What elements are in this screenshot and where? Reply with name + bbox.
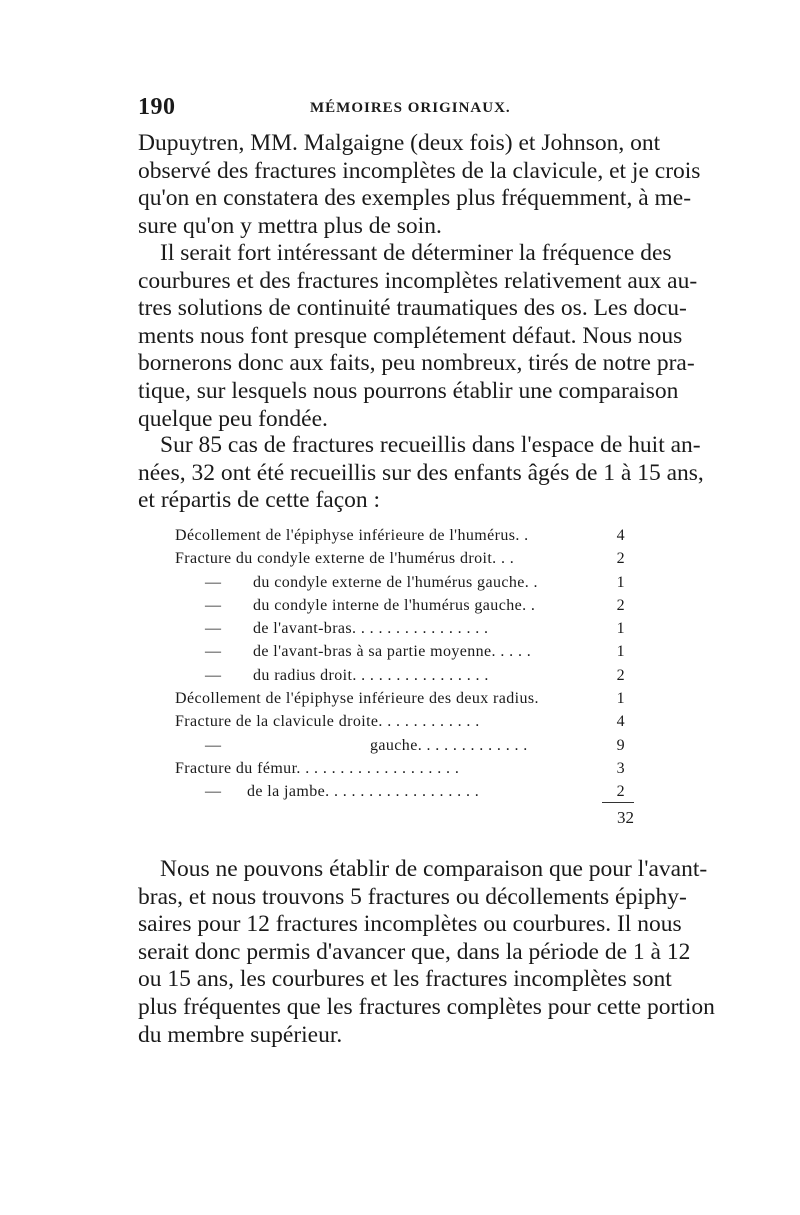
row-label: Décollement de l'épiphyse inférieure des deux radius. <box>175 690 539 708</box>
table-row <box>175 571 635 594</box>
row-label: Fracture du condyle externe de l'humérus droit. . . <box>175 550 515 568</box>
running-title: MÉMOIRES ORIGINAUX. <box>310 100 511 116</box>
ditto-dash: — <box>205 666 222 684</box>
table-row <box>175 594 635 617</box>
total-rule <box>602 802 634 803</box>
text-line: tique, sur lesquels nous pourrons établir une comparaison <box>138 377 679 404</box>
table-row <box>175 617 635 640</box>
row-count: 9 <box>616 736 625 754</box>
table-row <box>175 687 635 710</box>
text-line: nées, 32 ont été recueillis sur des enfants âgés de 1 à 15 ans, <box>138 459 704 486</box>
row-label: de la jambe. . . . . . . . . . . . . . . . . . <box>247 783 480 801</box>
text-line: et répartis de cette façon : <box>138 487 381 514</box>
table-row <box>175 710 635 733</box>
text-line: Dupuytren, MM. Malgaigne (deux fois) et Johnson, ont <box>138 130 661 156</box>
table-row <box>175 780 635 803</box>
row-count: 2 <box>616 783 625 801</box>
text-line: Nous ne pouvons établir de comparaison que pour l'avant- <box>160 856 708 882</box>
row-count: 2 <box>616 550 625 568</box>
text-line: courbures et des fractures incomplètes relativement aux au- <box>138 267 698 294</box>
text-line: Sur 85 cas de fractures recueillis dans l'espace de huit an- <box>160 432 701 458</box>
table-row <box>175 757 635 780</box>
row-count: 2 <box>616 596 625 614</box>
row-label: gauche. . . . . . . . . . . . . <box>370 736 528 754</box>
text-line: sure qu'on y mettra plus de soin. <box>138 212 442 239</box>
ditto-dash: — <box>205 643 222 661</box>
row-count: 1 <box>616 620 625 638</box>
row-count: 1 <box>616 690 625 708</box>
row-count: 4 <box>616 527 625 544</box>
table-row <box>175 547 635 570</box>
paragraph-4 <box>138 856 715 1049</box>
paragraph-1 <box>138 130 701 240</box>
row-label: Fracture de la clavicule droite. . . . . . . . . . . . <box>175 713 480 731</box>
text-line: qu'on en constatera des exemples plus fréquemment, à me- <box>138 185 692 212</box>
paragraph-2 <box>138 240 698 433</box>
ditto-dash: — <box>205 573 222 591</box>
row-count: 4 <box>616 713 625 731</box>
ditto-dash: — <box>205 596 222 614</box>
row-label: du radius droit. . . . . . . . . . . . . . . . <box>253 666 489 684</box>
text-line: ou 15 ans, les courbures et les fractures incomplètes sont <box>138 966 672 993</box>
ditto-dash: — <box>205 620 222 638</box>
table-row <box>175 640 635 663</box>
row-count: 1 <box>616 643 625 661</box>
table-row <box>175 664 635 687</box>
text-line: bornerons donc aux faits, peu nombreux, tirés de notre pra- <box>138 350 695 377</box>
text-line: plus fréquentes que les fractures complètes pour cette portion <box>138 993 715 1020</box>
ditto-dash: — <box>205 783 222 801</box>
row-label: de l'avant-bras. . . . . . . . . . . . . . . . <box>253 620 489 638</box>
text-line: saires pour 12 fractures incomplètes ou courbures. Il nous <box>138 911 682 938</box>
table-row <box>175 734 635 757</box>
row-label: du condyle interne de l'humérus gauche. . <box>253 596 536 614</box>
text-line: bras, et nous trouvons 5 fractures ou décollements épiphy- <box>138 883 687 910</box>
text-line: quelque peu fondée. <box>138 405 328 432</box>
row-label: de l'avant-bras à sa partie moyenne. . . . . <box>253 643 532 661</box>
text-line: du membre supérieur. <box>138 1021 343 1048</box>
table-total: 32 <box>617 808 634 827</box>
text-line: observé des fractures incomplètes de la clavicule, et je crois <box>138 157 701 184</box>
page-number: 190 <box>138 94 176 120</box>
text-line: Il serait fort intéressant de déterminer la fréquence des <box>160 240 672 266</box>
fracture-table <box>175 524 635 804</box>
paragraph-3 <box>138 432 704 515</box>
row-count: 3 <box>616 759 625 777</box>
ditto-dash: — <box>205 736 222 754</box>
text-line: tres solutions de continuité traumatiques des os. Les docu- <box>138 295 687 322</box>
row-label: Fracture du fémur. . . . . . . . . . . . . . . . . . . <box>175 759 460 777</box>
row-label: Décollement de l'épiphyse inférieure de l'humérus. . <box>175 527 529 544</box>
row-count: 1 <box>616 573 625 591</box>
page-header <box>138 94 658 122</box>
row-label: du condyle externe de l'humérus gauche. . <box>253 573 538 591</box>
text-line: serait donc permis d'avancer que, dans la période de 1 à 12 <box>138 938 691 965</box>
table-row <box>175 524 635 547</box>
row-count: 2 <box>616 666 625 684</box>
text-line: ments nous font presque complétement défaut. Nous nous <box>138 322 683 349</box>
